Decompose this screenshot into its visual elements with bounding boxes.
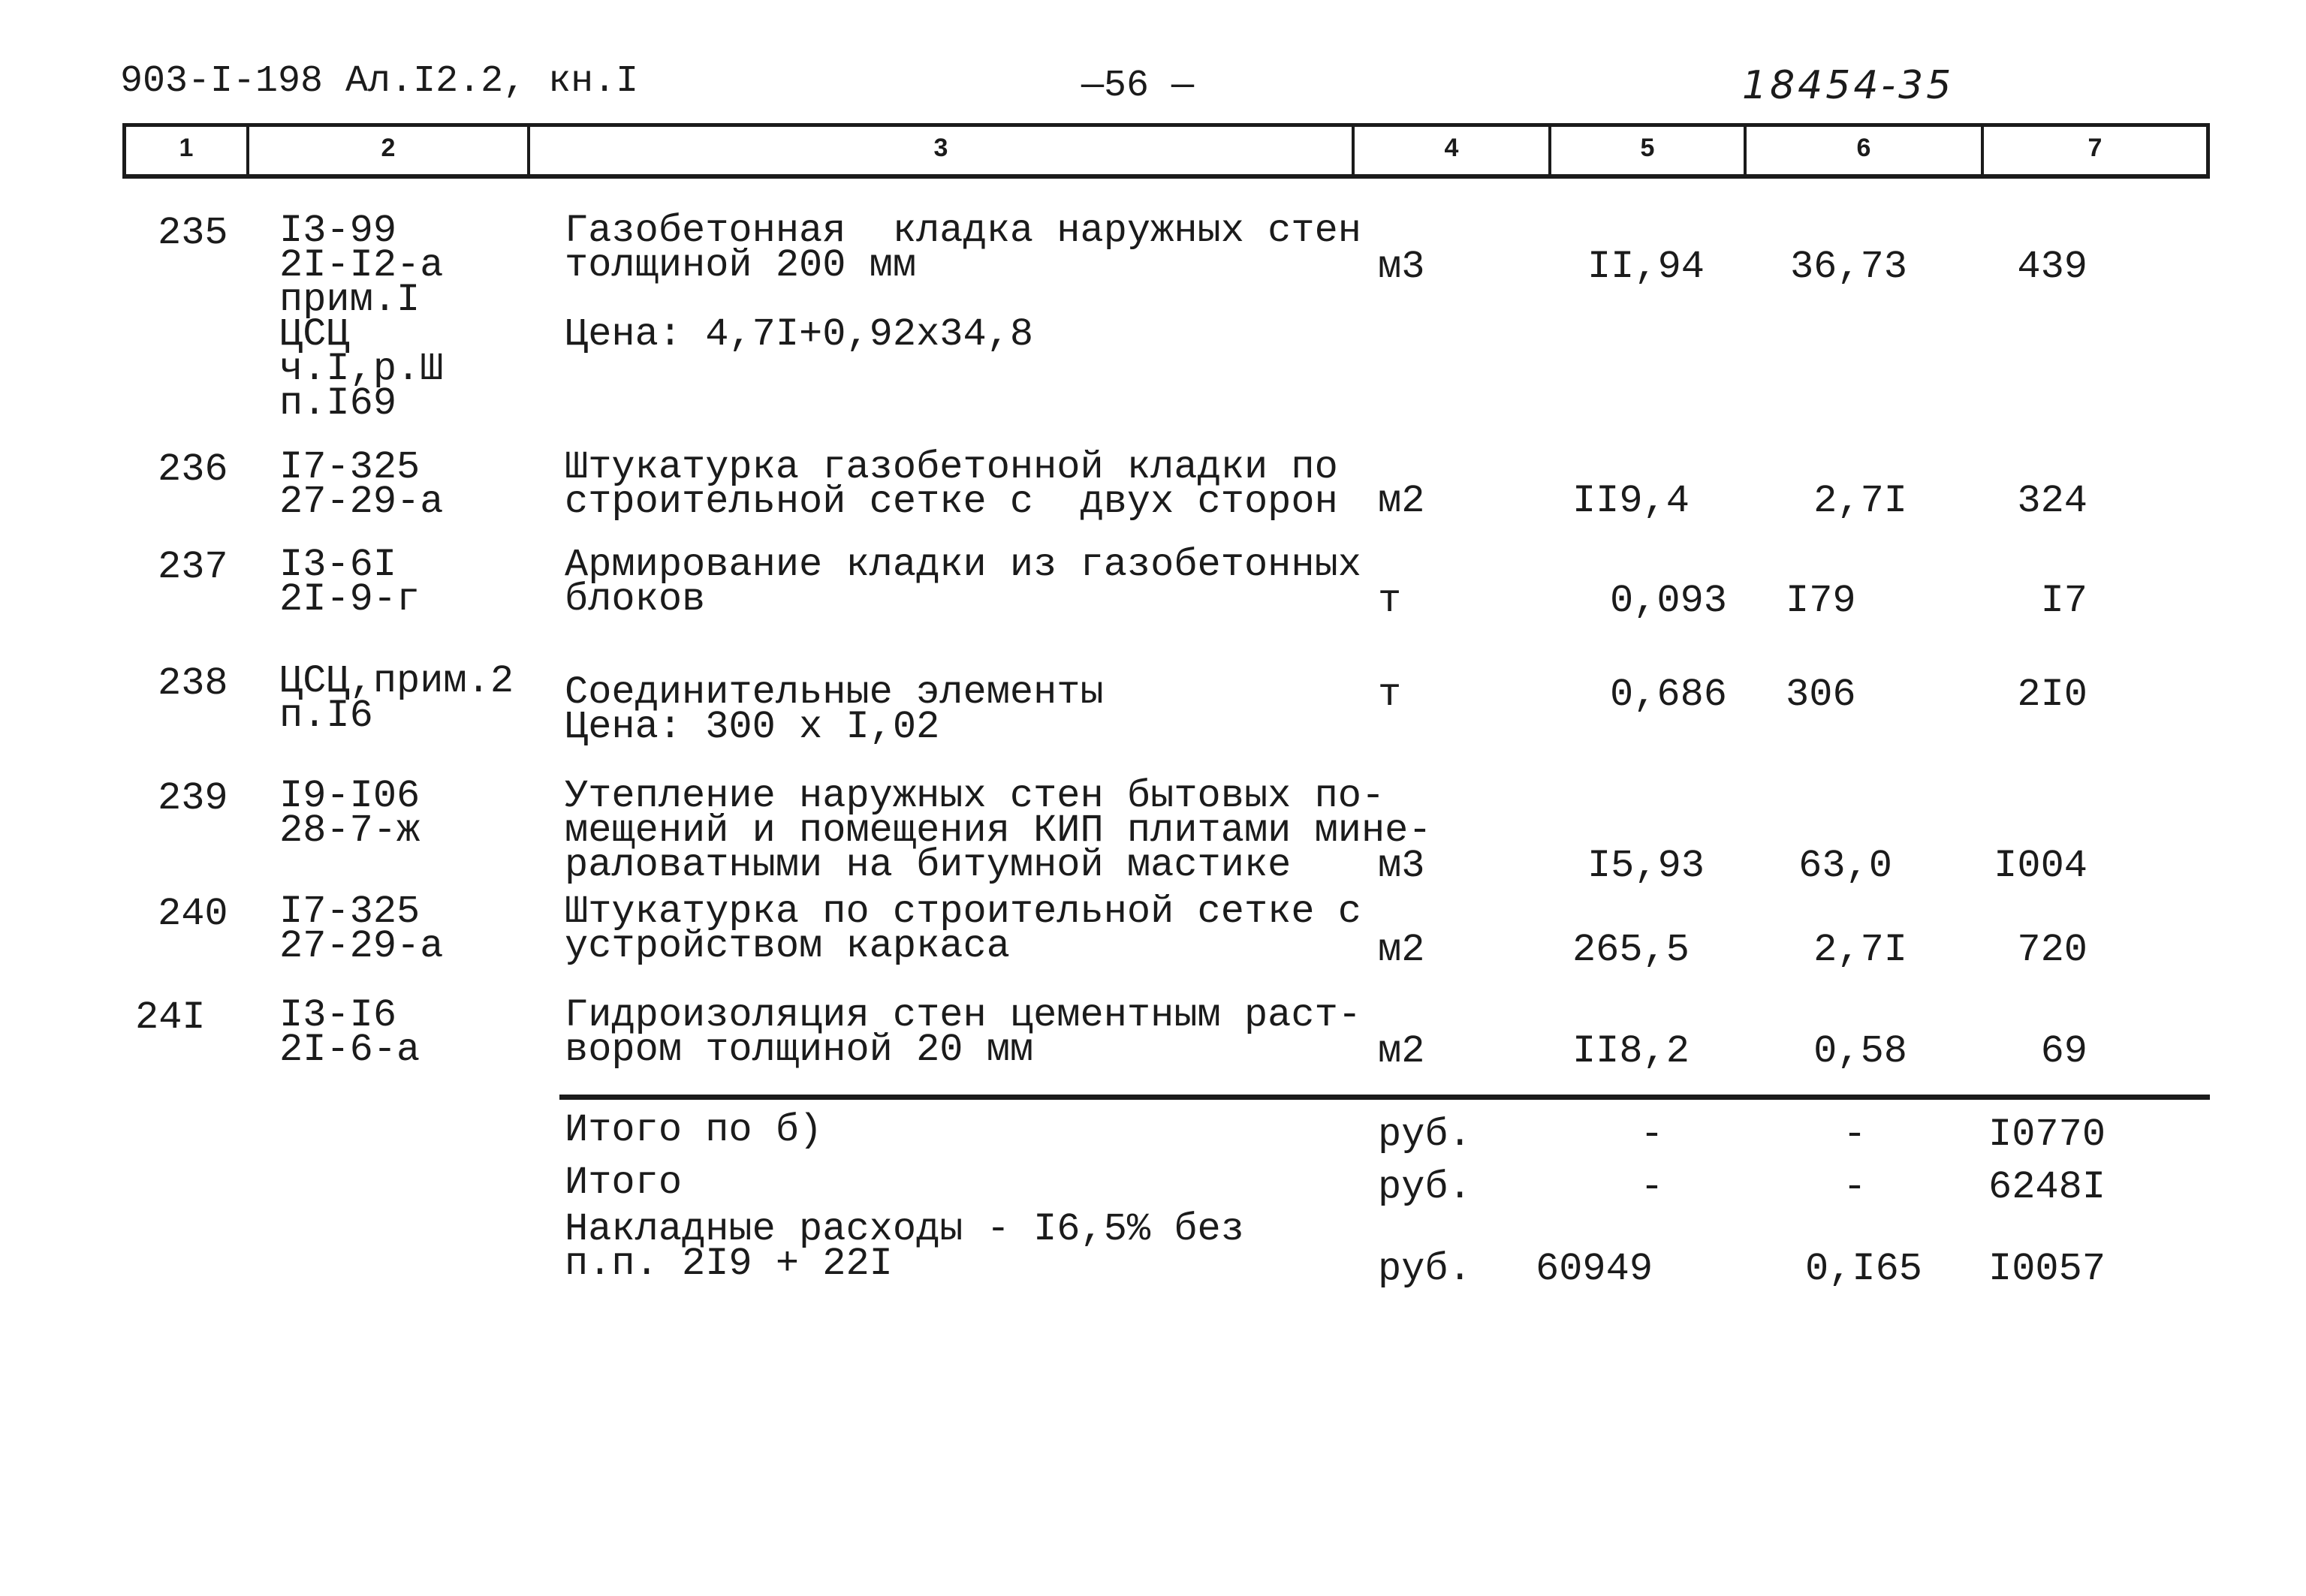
row-number: 236	[158, 447, 228, 492]
totals-unit: руб.	[1378, 1247, 1472, 1291]
row-quantity: 0,686	[1609, 673, 1727, 717]
row-unit-price: I79	[1786, 579, 1856, 623]
totals-unit: руб.	[1378, 1165, 1472, 1209]
row-unit-price: 306	[1786, 673, 1856, 717]
totals-quantity: -	[1640, 1113, 1664, 1157]
totals-label: Итого по б)	[565, 1108, 823, 1152]
totals-unit-price: -	[1843, 1165, 1867, 1209]
row-unit: м3	[1378, 844, 1425, 888]
totals-total: I0770	[1988, 1113, 2106, 1157]
row-number: 238	[158, 661, 228, 706]
totals-total: I0057	[1988, 1247, 2106, 1291]
row-total: I004	[1994, 844, 2087, 888]
totals-divider	[559, 1095, 2210, 1100]
row-code: I3-99 2I-I2-а прим.I ЦСЦ ч.I,р.Ш п.I69	[279, 209, 444, 426]
row-description: Соединительные элементы Цена: 300 х I,02	[565, 670, 1104, 749]
row-unit-price: 63,0	[1798, 844, 1892, 888]
totals-label: Итого	[565, 1161, 683, 1205]
row-total: I7	[2040, 579, 2087, 623]
column-number-2: 2	[381, 134, 396, 162]
totals-unit-price: -	[1843, 1113, 1867, 1157]
row-price-note: Цена: 4,7I+0,92х34,8	[565, 312, 1034, 357]
row-unit: м2	[1378, 479, 1425, 523]
row-description: Утепление наружных стен бытовых по- мещений и помещения КИП плитами мине- раловатными на битумной мастике	[565, 774, 1432, 887]
row-description: Газобетонная кладка наружных стен толщиной 200 мм	[565, 209, 1361, 288]
row-unit: м2	[1378, 1029, 1425, 1074]
row-unit-price: 36,73	[1789, 245, 1907, 289]
row-number: 240	[158, 892, 228, 936]
totals-quantity: -	[1640, 1165, 1664, 1209]
row-description: Армирование кладки из газобетонных блоков	[565, 543, 1361, 622]
column-number-1: 1	[179, 134, 194, 162]
totals-quantity: 60949	[1536, 1247, 1653, 1291]
column-number-5: 5	[1640, 134, 1655, 162]
column-number-4: 4	[1444, 134, 1459, 162]
row-unit: т	[1378, 579, 1402, 623]
row-number: 237	[158, 545, 228, 589]
row-code: I9-I06 28-7-ж	[279, 774, 421, 853]
row-number: 235	[158, 211, 228, 255]
overhead-label: Накладные расходы - I6,5% без п.п. 2I9 + 22I	[565, 1207, 1244, 1286]
row-unit: м3	[1378, 245, 1425, 289]
row-unit-price: 0,58	[1813, 1029, 1907, 1074]
row-code: I3-I6 2I-6-а	[279, 993, 421, 1072]
row-total: 720	[2017, 928, 2087, 972]
column-number-7: 7	[2087, 134, 2103, 162]
row-description: Гидроизоляция стен цементным раст- вором толщиной 20 мм	[565, 993, 1361, 1072]
row-total: 324	[2017, 479, 2087, 523]
row-code: ЦСЦ,прим.2 п.I6	[279, 659, 514, 738]
row-description: Штукатурка газобетонной кладки по строительной сетке с двух сторон	[565, 445, 1338, 524]
row-total: 439	[2017, 245, 2087, 289]
document-code: 903-I-198 Ал.I2.2, кн.I	[120, 60, 639, 103]
row-number: 239	[158, 776, 228, 821]
column-number-6: 6	[1856, 134, 1871, 162]
row-unit-price: 2,7I	[1813, 928, 1907, 972]
row-quantity: I5,93	[1587, 844, 1705, 888]
row-code: I7-325 27-29-а	[279, 445, 444, 524]
row-unit: м2	[1378, 928, 1425, 972]
totals-unit: руб.	[1378, 1113, 1472, 1157]
page-number: —56 —	[1081, 65, 1195, 107]
handwritten-reference: 18454-35	[1742, 63, 1955, 108]
row-code: I7-325 27-29-а	[279, 890, 444, 968]
row-number: 24I	[135, 995, 206, 1040]
row-quantity: 265,5	[1572, 928, 1690, 972]
row-total: 2I0	[2017, 673, 2087, 717]
row-unit-price: 2,7I	[1813, 479, 1907, 523]
totals-unit-price: 0,I65	[1804, 1247, 1922, 1291]
totals-total: 6248I	[1988, 1165, 2106, 1209]
column-number-3: 3	[933, 134, 948, 162]
row-quantity: II9,4	[1572, 479, 1690, 523]
row-code: I3-6I 2I-9-г	[279, 543, 421, 622]
row-total: 69	[2040, 1029, 2087, 1074]
row-quantity: II8,2	[1572, 1029, 1690, 1074]
row-quantity: II,94	[1587, 245, 1705, 289]
row-unit: т	[1378, 673, 1402, 717]
row-quantity: 0,093	[1609, 579, 1727, 623]
row-description: Штукатурка по строительной сетке с устройством каркаса	[565, 890, 1361, 968]
